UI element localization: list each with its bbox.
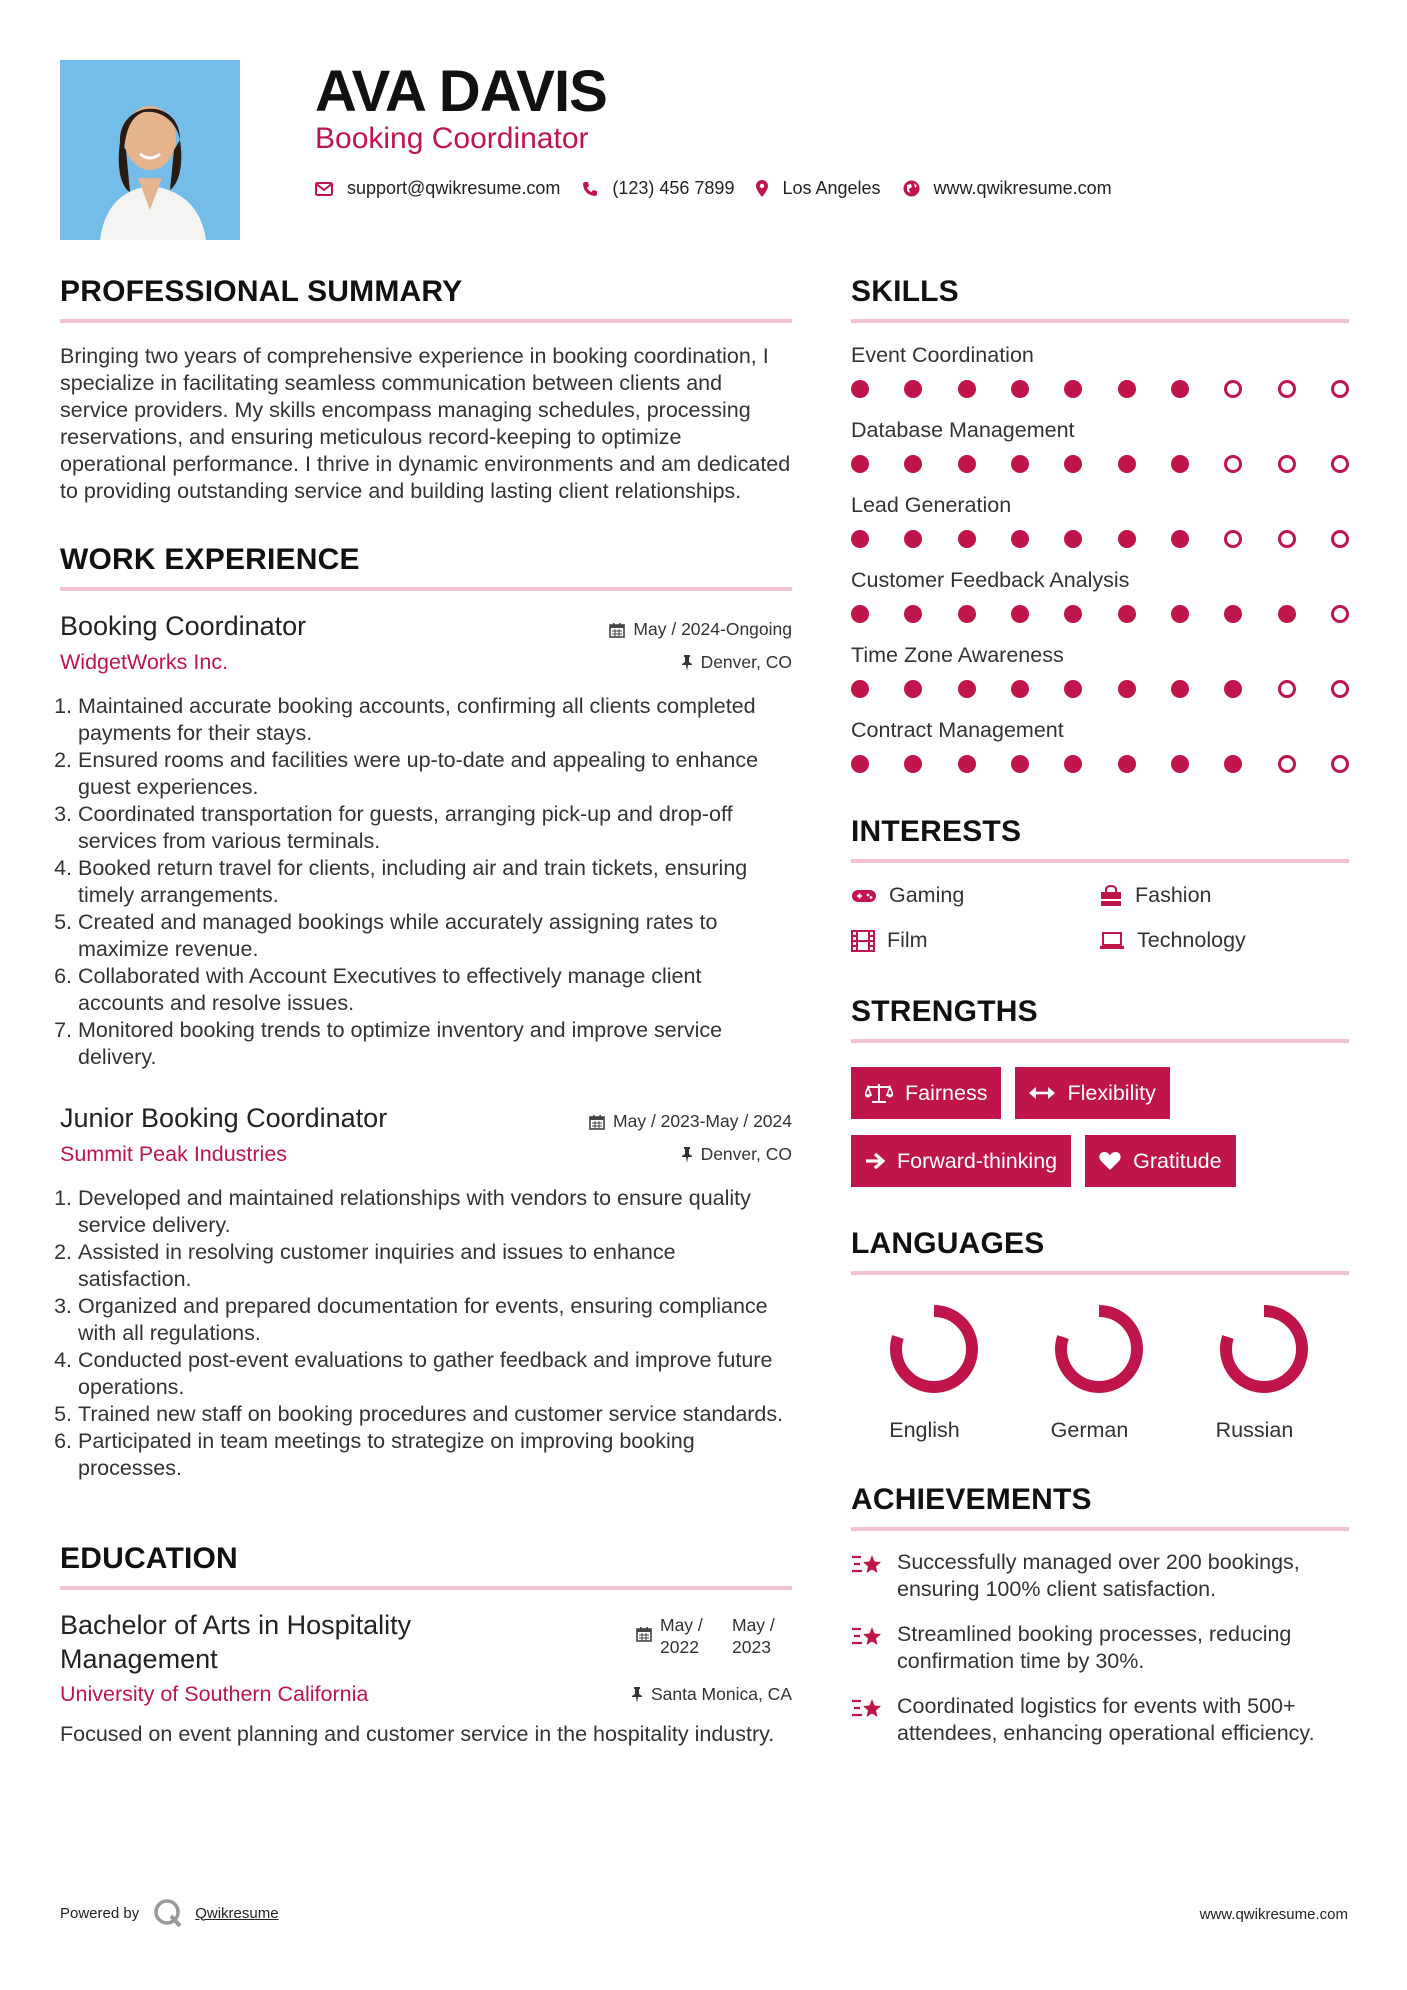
rating-dot-filled (1011, 755, 1029, 773)
skills-heading: SKILLS (851, 275, 1349, 323)
degree-title: Bachelor of Arts in Hospitality Management (60, 1610, 412, 1674)
arrows-horizontal-icon (1029, 1086, 1055, 1100)
rating-dot-filled (1171, 680, 1189, 698)
rating-dot-empty (1331, 530, 1349, 548)
qwikresume-link[interactable]: Qwikresume (195, 1904, 279, 1922)
job-title: Junior Booking Coordinator (60, 1103, 388, 1133)
rating-dot-filled (1064, 605, 1082, 623)
rating-dot-filled (904, 380, 922, 398)
education-start-month: May / (660, 1615, 703, 1635)
proficiency-arc (1226, 1311, 1302, 1387)
shooting-star-icon (851, 1623, 885, 1651)
rating-dot-filled (958, 455, 976, 473)
rating-dot-empty (1331, 380, 1349, 398)
contact-location (756, 178, 880, 199)
interest-item (851, 928, 1099, 953)
education-dates (636, 1614, 792, 1676)
map-marker-icon (756, 180, 768, 197)
film-icon (851, 930, 875, 952)
interest-item (1099, 883, 1349, 908)
rating-dot-empty (1224, 380, 1242, 398)
rating-dot-filled (1064, 755, 1082, 773)
right-column (851, 275, 1349, 1747)
strength-badge (851, 1067, 1001, 1119)
skill-rating (851, 605, 1349, 623)
rating-dot-filled (904, 680, 922, 698)
skill-item (851, 568, 1349, 623)
job-entry (60, 611, 792, 1071)
education-end-year: 2023 (732, 1637, 771, 1657)
calendar-icon (589, 1114, 605, 1130)
job-location (681, 652, 792, 673)
rating-dot-empty (1278, 380, 1296, 398)
rating-dot-filled (1064, 680, 1082, 698)
rating-dot-filled (1118, 530, 1136, 548)
arrow-right-icon (865, 1152, 885, 1170)
contact-bar (315, 178, 1134, 199)
language-item (1016, 1299, 1181, 1443)
education-entry (60, 1608, 792, 1748)
interest-label: Fashion (1135, 883, 1212, 907)
rating-dot-filled (1064, 380, 1082, 398)
strengths-heading: STRENGTHS (851, 995, 1349, 1043)
strengths-list (851, 1067, 1349, 1187)
achievement-item (851, 1549, 1349, 1603)
job-dates-text: May / 2024-Ongoing (633, 619, 792, 639)
strength-label: Forward-thinking (897, 1148, 1058, 1173)
rating-dot-filled (1011, 530, 1029, 548)
experience-heading: WORK EXPERIENCE (60, 543, 792, 591)
achievement-text: Coordinated logistics for events with 500+ attendees, enhancing operational efficiency. (897, 1694, 1315, 1745)
rating-dot-filled (1118, 680, 1136, 698)
skill-name: Event Coordination (851, 343, 1034, 367)
summary-text: Bringing two years of comprehensive experience in booking coordination, I specialize in facilitating seamless communication between clients and service providers. My skills encompass managing schedules, processing reservations, and ensuring meticulous record-keeping to optimize operational performance. I thrive in dynamic environments and am dedicated to providing outstanding service and building lasting client relationships. (60, 344, 791, 503)
rating-dot-filled (1011, 605, 1029, 623)
job-dates-text: May / 2023-May / 2024 (613, 1111, 792, 1131)
language-item (1181, 1299, 1346, 1443)
list-item: 5. Trained new staff on booking procedures and customer service standards. (78, 1401, 792, 1428)
education-description: Focused on event planning and customer service in the hospitality industry. (60, 1722, 775, 1746)
achievements-list (851, 1549, 1349, 1747)
rating-dot-filled (851, 380, 869, 398)
achievement-item (851, 1693, 1349, 1747)
powered-by-label: Powered by (60, 1904, 140, 1922)
contact-location-text: Los Angeles (782, 178, 881, 198)
skill-item (851, 418, 1349, 473)
heart-icon (1099, 1151, 1121, 1171)
rating-dot-filled (1171, 380, 1189, 398)
envelope-icon (315, 182, 333, 196)
job-entry (60, 1103, 792, 1482)
skill-item (851, 343, 1349, 398)
candidate-role: Booking Coordinator (315, 122, 589, 155)
list-item: 4. Conducted post-event evaluations to gather feedback and improve future operations. (78, 1347, 792, 1401)
rating-dot-filled (958, 380, 976, 398)
balance-scale-icon (865, 1082, 893, 1104)
rating-dot-empty (1278, 455, 1296, 473)
list-item: 2. Ensured rooms and facilities were up-to-date and appealing to enhance guest experiences. (78, 747, 792, 801)
job-dates (609, 619, 792, 640)
education-start-year: 2022 (660, 1637, 699, 1657)
interests-heading: INTERESTS (851, 815, 1349, 863)
calendar-icon (636, 1626, 652, 1642)
rating-dot-empty (1278, 680, 1296, 698)
language-name: Russian (1215, 1418, 1294, 1442)
rating-dot-filled (904, 755, 922, 773)
job-dates (589, 1111, 792, 1132)
rating-dot-filled (1064, 455, 1082, 473)
footer-powered-by (60, 1898, 279, 1928)
interest-item (1099, 928, 1349, 953)
education-location (631, 1684, 792, 1705)
rating-dot-empty (1224, 455, 1242, 473)
list-item: 6. Participated in team meetings to strategize on improving booking processes. (78, 1428, 792, 1482)
strength-badge (1085, 1135, 1235, 1187)
list-item: 7. Monitored booking trends to optimize inventory and improve service delivery. (78, 1017, 792, 1071)
shooting-star-icon (851, 1695, 885, 1723)
proficiency-arc (1061, 1311, 1137, 1387)
education-heading: EDUCATION (60, 1542, 792, 1590)
languages-heading: LANGUAGES (851, 1227, 1349, 1275)
rating-dot-filled (1224, 680, 1242, 698)
rating-dot-filled (851, 455, 869, 473)
laptop-icon (1099, 932, 1125, 950)
rating-dot-empty (1278, 755, 1296, 773)
achievement-text: Streamlined booking processes, reducing confirmation time by 30%. (897, 1622, 1292, 1673)
rating-dot-filled (904, 605, 922, 623)
rating-dot-filled (904, 455, 922, 473)
skill-name: Customer Feedback Analysis (851, 568, 1130, 592)
achievement-item (851, 1621, 1349, 1675)
qwikresume-logo-icon (153, 1898, 183, 1928)
skills-list (851, 343, 1349, 773)
skill-name: Contract Management (851, 718, 1064, 742)
strength-label: Gratitude (1133, 1148, 1222, 1173)
footer-website[interactable]: www.qwikresume.com (1199, 1906, 1348, 1923)
shooting-star-icon (851, 1551, 885, 1579)
calendar-icon (609, 622, 625, 638)
list-item: 6. Collaborated with Account Executives to effectively manage client accounts and resolve issues. (78, 963, 792, 1017)
rating-dot-filled (1064, 530, 1082, 548)
contact-website[interactable] (903, 178, 1112, 199)
rating-dot-filled (904, 530, 922, 548)
shopping-bag-icon (1099, 885, 1123, 907)
company-name: Summit Peak Industries (60, 1142, 288, 1166)
list-item: 4. Booked return travel for clients, including air and train tickets, ensuring timely arrangements. (78, 855, 792, 909)
phone-icon (582, 181, 598, 197)
globe-icon (903, 180, 920, 197)
gamepad-icon (851, 888, 877, 904)
summary-heading: PROFESSIONAL SUMMARY (60, 275, 792, 323)
contact-website-text: www.qwikresume.com (933, 178, 1112, 198)
skill-name: Database Management (851, 418, 1075, 442)
company-name: WidgetWorks Inc. (60, 650, 229, 674)
skill-rating (851, 530, 1349, 548)
skill-name: Lead Generation (851, 493, 1012, 517)
rating-dot-filled (1011, 680, 1029, 698)
contact-phone-text: (123) 456 7899 (612, 178, 735, 198)
language-proficiency-ring (1214, 1299, 1314, 1399)
candidate-name: AVA DAVIS (315, 59, 607, 124)
rating-dot-filled (958, 755, 976, 773)
rating-dot-filled (1171, 455, 1189, 473)
language-proficiency-ring (1049, 1299, 1149, 1399)
language-proficiency-ring (884, 1299, 984, 1399)
job-location (681, 1144, 792, 1165)
rating-dot-empty (1331, 455, 1349, 473)
rating-dot-filled (851, 530, 869, 548)
skill-item (851, 718, 1349, 773)
rating-dot-empty (1331, 680, 1349, 698)
rating-dot-filled (1224, 605, 1242, 623)
rating-dot-filled (1171, 530, 1189, 548)
rating-dot-filled (851, 755, 869, 773)
interests-list (851, 883, 1349, 953)
rating-dot-empty (1224, 530, 1242, 548)
achievement-text: Successfully managed over 200 bookings, ensuring 100% client satisfaction. (897, 1550, 1300, 1601)
list-item: 3. Organized and prepared documentation for events, ensuring compliance with all regulations. (78, 1293, 792, 1347)
rating-dot-filled (1118, 755, 1136, 773)
interest-label: Film (887, 928, 928, 952)
interest-item (851, 883, 1099, 908)
pushpin-icon (681, 655, 693, 671)
skill-rating (851, 680, 1349, 698)
rating-dot-filled (1171, 605, 1189, 623)
job-location-text: Denver, CO (700, 1144, 792, 1164)
contact-email-text: support@qwikresume.com (347, 178, 561, 198)
pushpin-icon (681, 1147, 693, 1163)
list-item: 3. Coordinated transportation for guests, arranging pick-up and drop-off services from various terminals. (78, 801, 792, 855)
list-item: 1. Maintained accurate booking accounts, confirming all clients completed payments for their stays. (78, 693, 792, 747)
achievements-heading: ACHIEVEMENTS (851, 1483, 1349, 1531)
rating-dot-filled (958, 530, 976, 548)
rating-dot-filled (958, 680, 976, 698)
rating-dot-filled (851, 680, 869, 698)
skill-item (851, 493, 1349, 548)
interest-label: Technology (1137, 928, 1246, 952)
rating-dot-filled (1011, 455, 1029, 473)
skill-rating (851, 380, 1349, 398)
skill-name: Time Zone Awareness (851, 643, 1064, 667)
job-bullets (60, 693, 792, 1071)
job-location-text: Denver, CO (700, 652, 792, 672)
strength-label: Flexibility (1067, 1080, 1156, 1105)
school-name: University of Southern California (60, 1682, 369, 1706)
rating-dot-filled (1118, 605, 1136, 623)
contact-email[interactable] (315, 178, 560, 199)
skill-rating (851, 755, 1349, 773)
rating-dot-filled (1118, 455, 1136, 473)
rating-dot-filled (1118, 380, 1136, 398)
list-item: 2. Assisted in resolving customer inquiries and issues to enhance satisfaction. (78, 1239, 792, 1293)
interest-label: Gaming (889, 883, 965, 907)
languages-list (851, 1299, 1349, 1443)
strength-label: Fairness (905, 1080, 988, 1105)
rating-dot-filled (851, 605, 869, 623)
rating-dot-filled (1171, 755, 1189, 773)
strength-badge (1015, 1067, 1169, 1119)
job-title: Booking Coordinator (60, 611, 307, 641)
rating-dot-empty (1331, 605, 1349, 623)
language-name: English (889, 1418, 960, 1442)
education-end-month: May / (732, 1615, 775, 1635)
language-name: German (1050, 1418, 1129, 1442)
profile-photo (60, 60, 240, 240)
rating-dot-empty (1278, 530, 1296, 548)
strength-badge (851, 1135, 1071, 1187)
education-location-text: Santa Monica, CA (650, 1684, 792, 1704)
skill-item (851, 643, 1349, 698)
list-item: 5. Created and managed bookings while accurately assigning rates to maximize revenue. (78, 909, 792, 963)
rating-dot-filled (1278, 605, 1296, 623)
rating-dot-filled (1224, 755, 1242, 773)
proficiency-arc (896, 1311, 972, 1387)
contact-phone[interactable] (582, 178, 734, 199)
pushpin-icon (631, 1687, 643, 1703)
skill-rating (851, 455, 1349, 473)
left-column (60, 275, 792, 1748)
rating-dot-filled (958, 605, 976, 623)
rating-dot-filled (1011, 380, 1029, 398)
job-bullets (60, 1185, 792, 1482)
list-item: 1. Developed and maintained relationships with vendors to ensure quality service delivery. (78, 1185, 792, 1239)
rating-dot-empty (1331, 755, 1349, 773)
language-item (851, 1299, 1016, 1443)
